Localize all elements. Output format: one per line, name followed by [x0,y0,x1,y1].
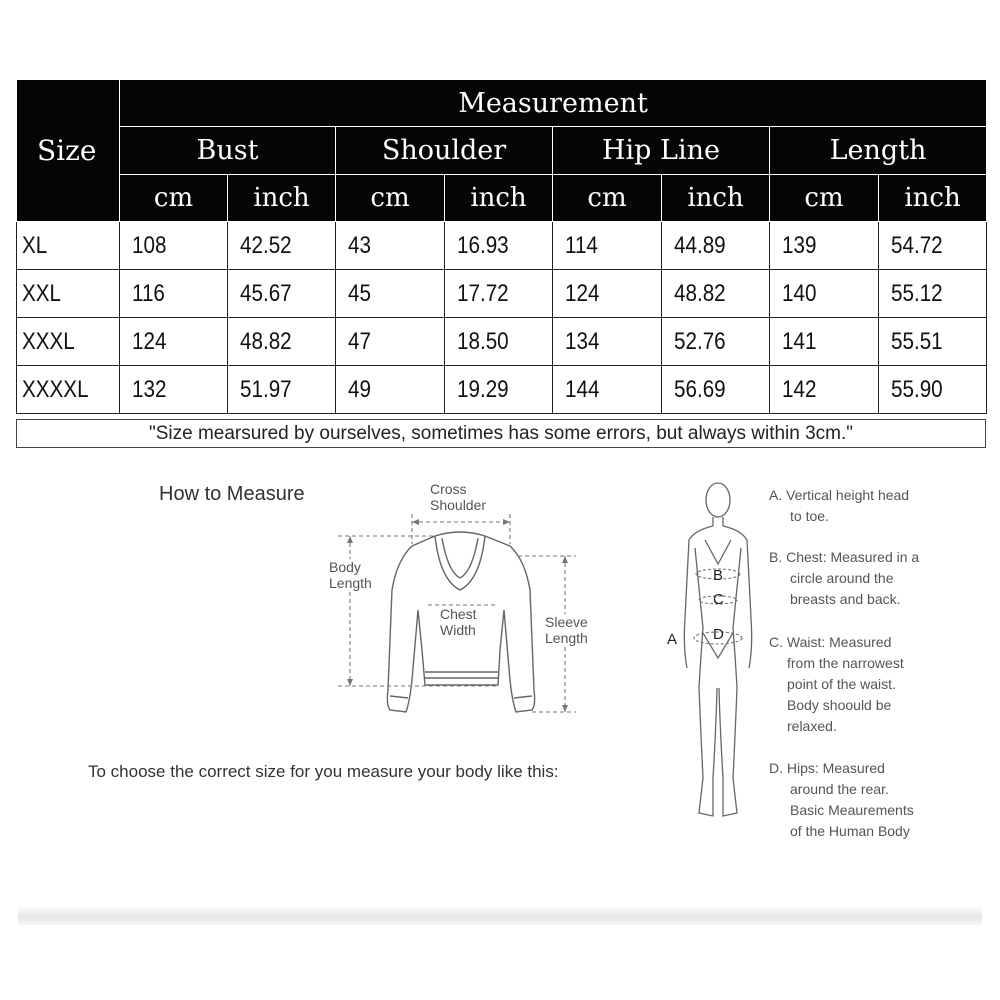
table-cell: 114 [553,222,662,270]
bottom-shadow [18,905,982,925]
size-cell: XXL [17,270,120,318]
unit-header: inch [228,175,336,222]
table-cell: 17.72 [445,270,553,318]
how-to-measure-title: How to Measure [159,483,305,505]
table-cell: 55.90 [879,366,987,414]
note-line: Basic Meaurements [790,802,914,818]
cross-shoulder-label [430,481,486,513]
table-cell: 47 [336,318,445,366]
note-a [769,485,909,527]
measurement-disclaimer: "Size mearsured by ourselves, sometimes has some errors, but always within 3cm." [16,419,986,448]
note-line: around the rear. [790,781,889,797]
size-chart-table [16,79,987,414]
size-cell: XXXXL [17,366,120,414]
table-cell: 48.82 [228,318,336,366]
group-header-bust: Bust [120,127,336,175]
table-cell: 16.93 [445,222,553,270]
table-cell: 134 [553,318,662,366]
table-cell: 19.29 [445,366,553,414]
marker-c: C [713,591,724,608]
group-header-hip-line: Hip Line [553,127,770,175]
table-row [17,222,987,270]
table-cell: 45 [336,270,445,318]
label-line: Chest [440,606,477,622]
note-line: relaxed. [787,718,837,734]
label-line: Sleeve [545,614,588,630]
table-cell: 144 [553,366,662,414]
note-line: to toe. [790,508,829,524]
body-length-label [329,559,372,591]
note-line: from the narrowest [787,655,904,671]
unit-header: inch [445,175,553,222]
table-cell: 18.50 [445,318,553,366]
table-cell: 48.82 [662,270,770,318]
note-line: circle around the [790,570,894,586]
label-line: Shoulder [430,497,487,513]
note-line: breasts and back. [790,591,901,607]
table-cell: 45.67 [228,270,336,318]
marker-d: D [713,626,724,643]
table-cell: 140 [770,270,879,318]
label-line: Cross [430,481,467,497]
table-row [17,270,987,318]
note-c [769,632,904,737]
size-cell: XL [17,222,120,270]
marker-b: B [713,567,724,584]
label-line: Body [329,559,361,575]
chest-width-label [440,606,477,638]
marker-a: A [667,631,678,648]
table-row [17,318,987,366]
unit-header: cm [120,175,228,222]
table-cell: 141 [770,318,879,366]
note-line: A. Vertical height head [769,487,910,503]
measurement-header: Measurement [120,80,987,127]
size-header: Size [17,80,120,222]
note-line: B. Chest: Measured in a [769,549,920,565]
note-b [769,547,919,610]
group-header-length: Length [770,127,987,175]
table-cell: 116 [120,270,228,318]
note-d [769,758,914,842]
table-cell: 55.51 [879,318,987,366]
note-line: C. Waist: Measured [769,634,892,650]
table-cell: 139 [770,222,879,270]
table-cell: 108 [120,222,228,270]
table-cell: 51.97 [228,366,336,414]
table-cell: 44.89 [662,222,770,270]
table-cell: 49 [336,366,445,414]
unit-header: inch [879,175,987,222]
group-header-shoulder: Shoulder [336,127,553,175]
table-cell: 142 [770,366,879,414]
note-line: Body shoould be [787,697,892,713]
table-cell: 43 [336,222,445,270]
label-line: Length [545,630,588,646]
human-body-figure [673,478,763,828]
table-cell: 132 [120,366,228,414]
unit-header: inch [662,175,770,222]
note-line: point of the waist. [787,676,896,692]
sleeve-length-label [545,614,588,646]
note-line: D. Hips: Measured [769,760,885,776]
table-cell: 56.69 [662,366,770,414]
table-row [17,366,987,414]
label-line: Length [329,575,372,591]
unit-header: cm [770,175,879,222]
label-line: Width [440,622,476,638]
unit-header: cm [336,175,445,222]
table-cell: 55.12 [879,270,987,318]
choose-size-instruction: To choose the correct size for you measure your body like this: [88,762,559,781]
size-cell: XXXL [17,318,120,366]
table-cell: 42.52 [228,222,336,270]
unit-header: cm [553,175,662,222]
note-line: of the Human Body [790,823,910,839]
table-cell: 124 [553,270,662,318]
table-cell: 52.76 [662,318,770,366]
table-cell: 54.72 [879,222,987,270]
table-cell: 124 [120,318,228,366]
